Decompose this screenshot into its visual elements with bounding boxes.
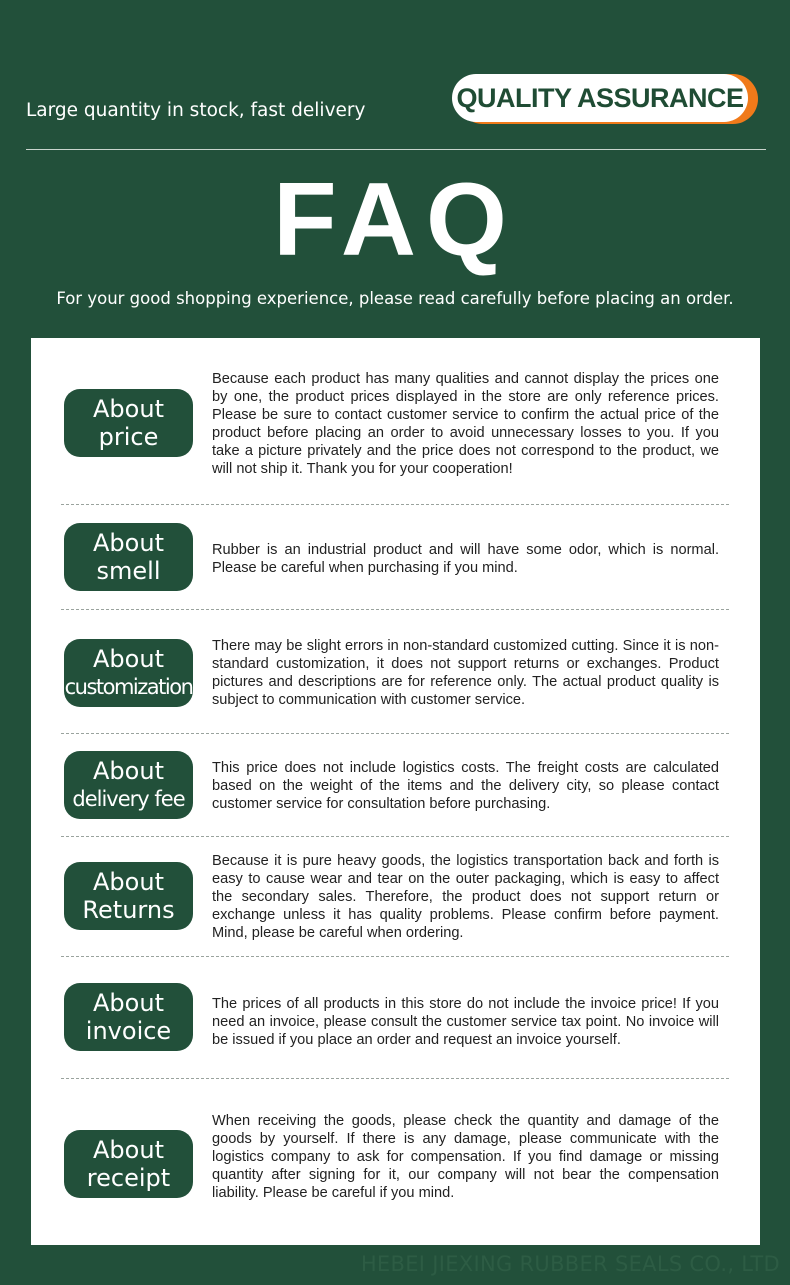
faq-answer-customization: There may be slight errors in non-standard customized cutting. Since it is non-standard customization, it does not support returns or exchanges. Product pictures and descriptions are for reference only. The actual product quality is subject to communication with customer service. [212, 638, 719, 708]
page-subtitle: For your good shopping experience, please read carefully before placing an order. [56, 289, 734, 308]
faq-label-line1: About [93, 989, 164, 1017]
faq-label-smell [64, 523, 193, 591]
faq-label-receipt [64, 1130, 193, 1198]
faq-label-line1: About [93, 868, 164, 896]
faq-separator [61, 956, 729, 957]
faq-separator [61, 733, 729, 734]
quality-assurance-badge [452, 74, 758, 124]
faq-label-price [64, 389, 193, 457]
badge-label: QUALITY ASSURANCE [452, 74, 748, 122]
faq-answer-receipt: When receiving the goods, please check the quantity and damage of the goods by yourself. If there is any damage, please communicate with the logistics company to ask for compensation. If you find damage or missing quantity after signing for it, our company will not bear the compensation liability. Please be careful if you mind. [212, 1113, 719, 1201]
faq-answer-delivery-fee: This price does not include logistics costs. The freight costs are calculated based on the weight of the items and the delivery city, so please contact customer service for consultation before purchasing. [212, 760, 719, 812]
faq-label-delivery-fee [64, 751, 193, 819]
faq-label-line2: invoice [85, 1017, 172, 1045]
tagline: Large quantity in stock, fast delivery [26, 100, 366, 121]
faq-label-returns [64, 862, 193, 930]
faq-label-line1: About [93, 395, 164, 423]
faq-separator [61, 1078, 729, 1079]
header-divider [26, 149, 766, 150]
faq-label-line2: smell [96, 557, 161, 585]
faq-label-line2: customization [64, 675, 193, 699]
faq-label-line1: About [93, 757, 164, 785]
faq-label-invoice [64, 983, 193, 1051]
faq-label-line1: About [93, 645, 164, 673]
faq-label-line2: delivery fee [72, 787, 185, 811]
faq-separator [61, 504, 729, 505]
faq-answer-smell: Rubber is an industrial product and will have some odor, which is normal. Please be careful when purchasing if you mind. [212, 542, 719, 576]
page-title: FAQ [273, 162, 517, 278]
faq-answer-price: Because each product has many qualities and cannot display the prices one by one, the product prices displayed in the store are only reference prices. Please be sure to contact customer service to confirm the actual price of the product before placing an order to avoid unnecessary losses to you. If you take a picture privately and the price does not correspond to the product, we will not ship it. Thank you for your cooperation! [212, 371, 719, 477]
faq-panel [31, 338, 760, 1245]
faq-label-line2: receipt [86, 1164, 171, 1192]
faq-label-line2: Returns [82, 896, 175, 924]
company-watermark: HEBEI JIEXING RUBBER SEALS CO., LTD [360, 1252, 780, 1276]
faq-label-line2: price [98, 423, 159, 451]
faq-separator [61, 609, 729, 610]
faq-label-line1: About [93, 1136, 164, 1164]
faq-answer-invoice: The prices of all products in this store do not include the invoice price! If you need an invoice, please consult the customer service tax point. No invoice will be issued if you place an order and request an invoice yourself. [212, 996, 719, 1048]
faq-separator [61, 836, 729, 837]
faq-label-customization [64, 639, 193, 707]
faq-answer-returns: Because it is pure heavy goods, the logistics transportation back and forth is easy to cause wear and tear on the outer packaging, which is easy to affect the secondary sales. Therefore, the product does not support return or exchange unless it has quality problems. Please confirm before payment. Mind, please be careful when ordering. [212, 853, 719, 941]
faq-label-line1: About [93, 529, 164, 557]
